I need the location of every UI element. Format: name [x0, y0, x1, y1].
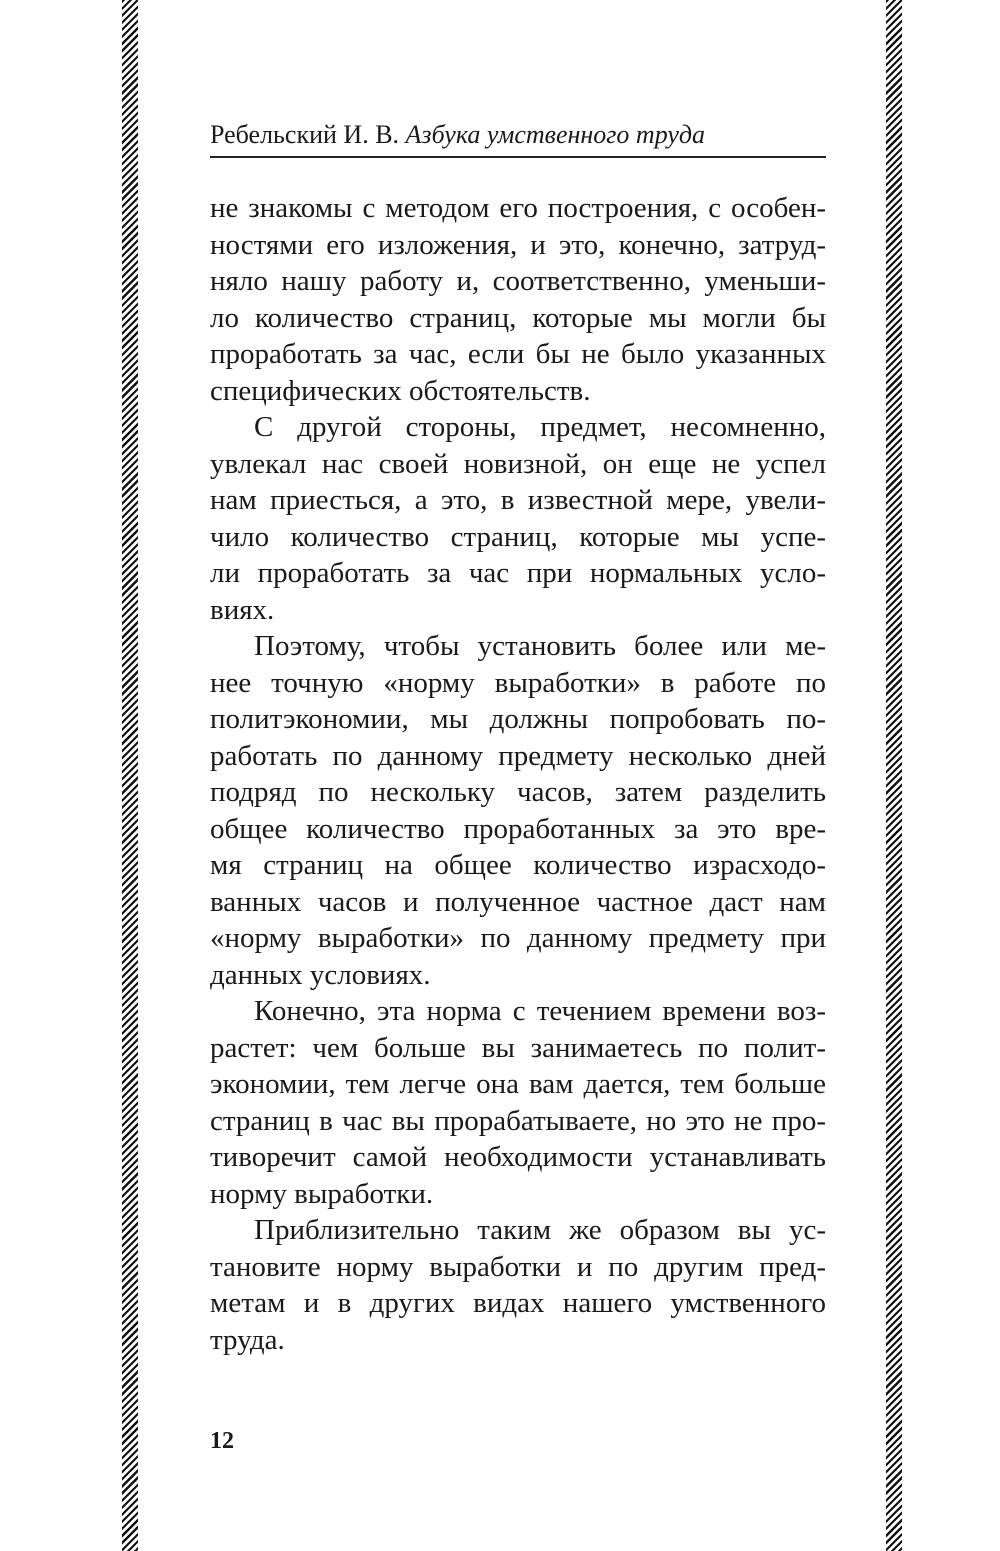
text-line: общее количество проработанных за это вре- [210, 812, 826, 845]
text-line: С другой стороны, предмет, несомненно, [254, 411, 826, 443]
text-line: ли проработать за час при нормальных усло- [210, 557, 826, 589]
text-line: «норму выработки» по данному предмету при [210, 922, 826, 954]
header-rule [210, 156, 826, 158]
text-line: Конечно, эта норма с течением времени воз- [254, 995, 826, 1027]
text-line: Поэтому, чтобы установить более или ме- [254, 630, 826, 662]
text-line: подряд по нескольку часов, затем разделить [210, 776, 826, 808]
text-line: экономии, тем легче она вам дается, тем больше [210, 1068, 826, 1100]
decorative-border-left [122, 0, 138, 1551]
text-line: ностями его изложения, и это, конечно, затруд- [210, 228, 826, 261]
text-line: политэкономии, мы должны попробовать по- [210, 703, 826, 735]
text-line: тиворечит самой необходимости устанавливать [210, 1141, 826, 1173]
running-head-title: Азбука умственного труда [405, 120, 705, 149]
text-line: чило количество страниц, которые мы успе- [210, 520, 826, 553]
text-line: мя страниц на общее количество израсходо- [210, 849, 826, 881]
text-line: не знакомы с методом его построения, с особен- [210, 192, 826, 224]
text-line: работать по данному предмету несколько дней [210, 739, 826, 772]
text-line: данных условиях. [210, 958, 431, 991]
text-line: нее точную «норму выработки» в работе по [210, 666, 826, 699]
running-head [210, 117, 826, 153]
text-line: виях. [210, 593, 275, 626]
page-number: 12 [210, 1428, 234, 1454]
text-line: увлекал нас своей новизной, он еще не успел [210, 447, 826, 480]
decorative-border-right [886, 0, 902, 1551]
text-line: труда. [210, 1323, 285, 1356]
body-text [210, 190, 826, 1358]
text-line: специфических обстоятельств. [210, 374, 591, 407]
text-line: ло количество страниц, которые мы могли бы [210, 301, 826, 334]
text-line: ванных часов и полученное частное даст нам [210, 885, 826, 918]
text-line: няло нашу работу и, соответственно, уменьши- [210, 265, 826, 297]
running-head-author: Ребельский И. В. [210, 120, 400, 149]
text-line: растет: чем больше вы занимаетесь по полит- [210, 1031, 826, 1064]
text-line: метам и в других видах нашего умственного [210, 1287, 826, 1319]
text-line: нам приесться, а это, в известной мере, увели- [210, 484, 826, 516]
text-line: норму выработки. [210, 1177, 434, 1210]
text-line: Приблизительно таким же образом вы ус- [254, 1214, 826, 1246]
text-line: тановите норму выработки и по другим пред- [210, 1250, 826, 1283]
text-line: страниц в час вы прорабатываете, но это не про- [210, 1104, 826, 1137]
text-line: проработать за час, если бы не было указанных [210, 338, 826, 370]
